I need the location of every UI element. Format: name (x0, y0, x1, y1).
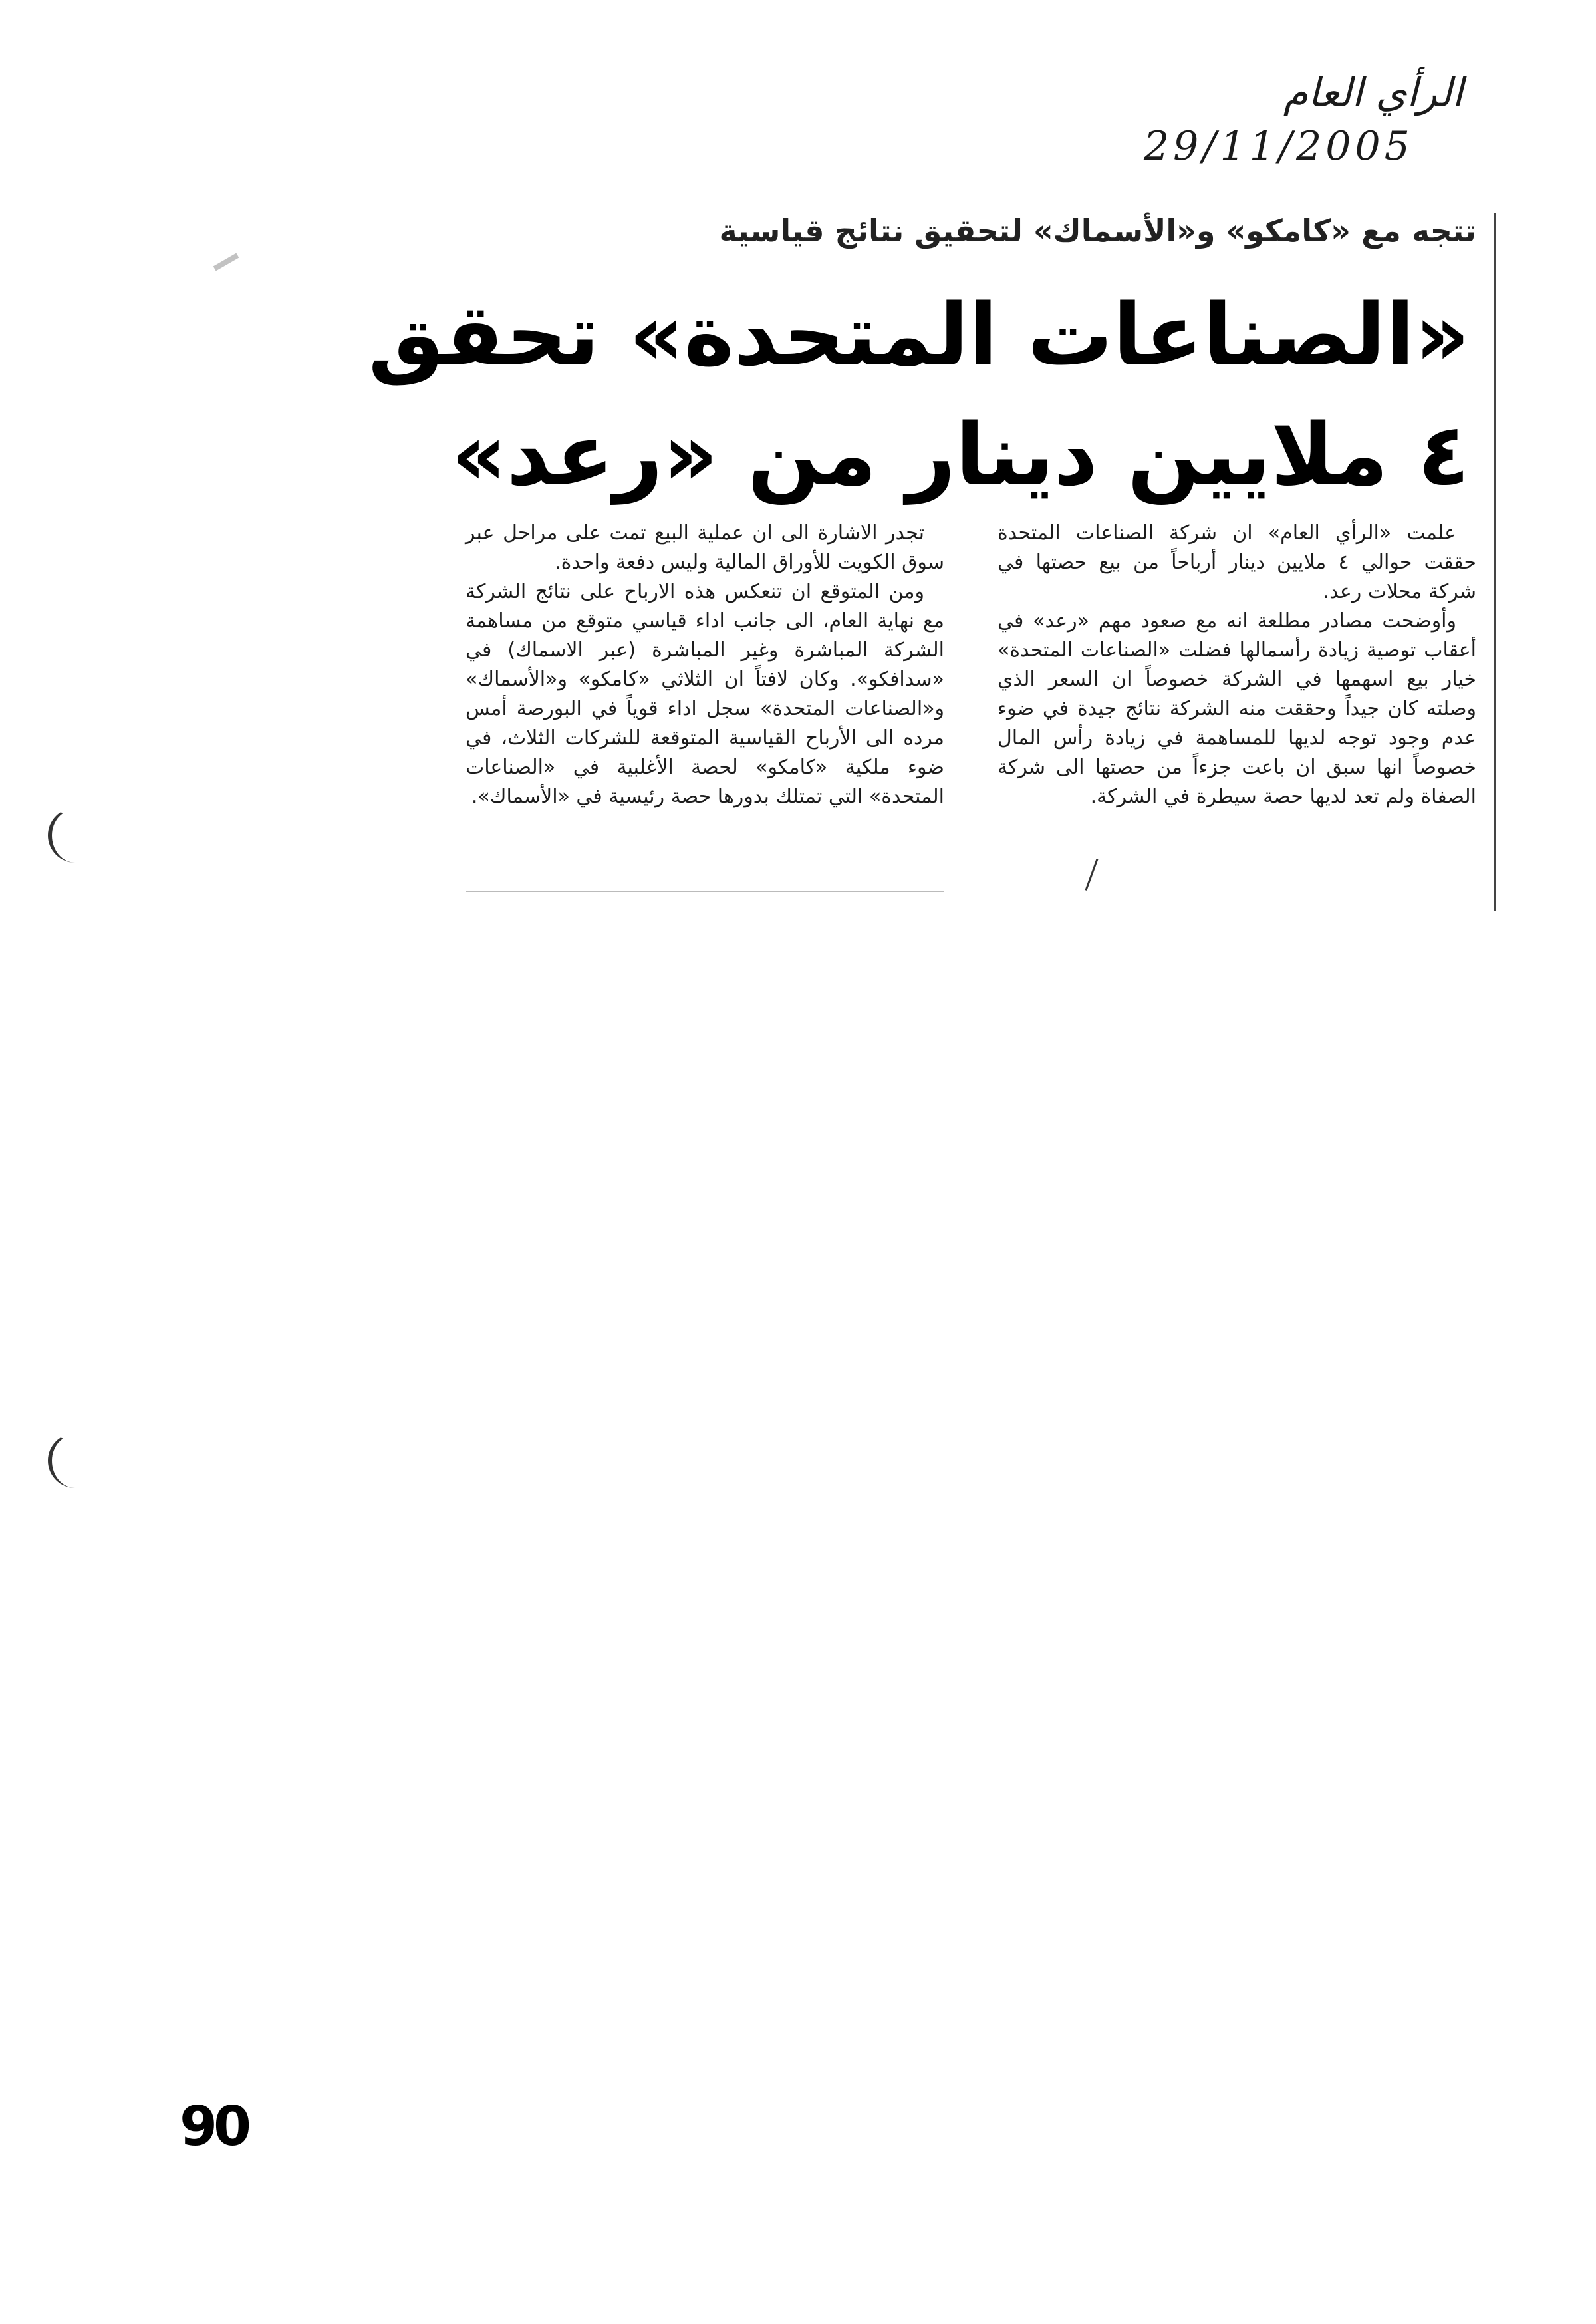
paragraph: تجدر الاشارة الى ان عملية البيع تمت على مراحل عبر سوق الكويت للأوراق المالية وليس دفعة واحدة. (466, 521, 944, 574)
article-headline-line-1: «الصناعات المتحدة» تحقق (368, 286, 1470, 385)
column-end-rule (466, 891, 944, 892)
article-kicker: تتجه مع «كامكو» و«الأسماك» لتحقيق نتائج قياسية (719, 213, 1476, 249)
article-column-left (466, 519, 944, 811)
page-number: 90 (180, 2095, 248, 2158)
handwritten-date: 29/11/2005 (1144, 123, 1414, 170)
binder-hole-lower (48, 1433, 81, 1488)
clipping-edge (1494, 213, 1496, 911)
article-column-right (998, 519, 1476, 811)
handwritten-source: الرأي العام (1283, 70, 1463, 116)
news-clipping (368, 200, 1496, 918)
paragraph: وأوضحت مصادر مطلعة انه مع صعود مهم «رعد» في أعقاب توصية زيادة رأسمالها فضلت «الصناعات المتحدة» خيار بيع اسهمها في الشركة خصوصاً ان السعر الذي وصلته كان جيداً وحققت منه الشركة نتائج جيدة في ضوء عدم وجود توجه لديها للمساهمة في زيادة رأس المال خصوصاً انها سبق ان باعت جزءاً من حصتها الى شركة الصفاة ولم تعد لديها حصة سيطرة في الشركة. (998, 609, 1476, 808)
binder-hole-upper (48, 808, 81, 863)
paragraph: ومن المتوقع ان تنعكس هذه الارباح على نتائج الشركة مع نهاية العام، الى جانب اداء قياسي متوقع من مساهمة الشركة المباشرة وغير المباشرة (عبر الاسماك) في «سدافكو». وكان لافتاً ان الثلاثي «كامكو» و«الأسماك» و«الصناعات المتحدة» سجل اداء قوياً في البورصة أمس مرده الى الأرباح القياسية المتوقعة للشركات الثلاث، في ضوء ملكية «كامكو» لحصة الأغلبية في «الصناعات المتحدة» التي تمتلك بدورها حصة رئيسية في «الأسماك». (466, 580, 944, 808)
paragraph: علمت «الرأي العام» ان شركة الصناعات المتحدة حققت حوالي ٤ ملايين دينار أرباحاً من بيع حصتها في شركة محلات رعد. (998, 521, 1476, 603)
scan-smudge (213, 253, 239, 271)
handwritten-note (1144, 67, 1463, 180)
article-headline-line-2: ٤ ملايين دينار من «رعد» (452, 406, 1470, 505)
